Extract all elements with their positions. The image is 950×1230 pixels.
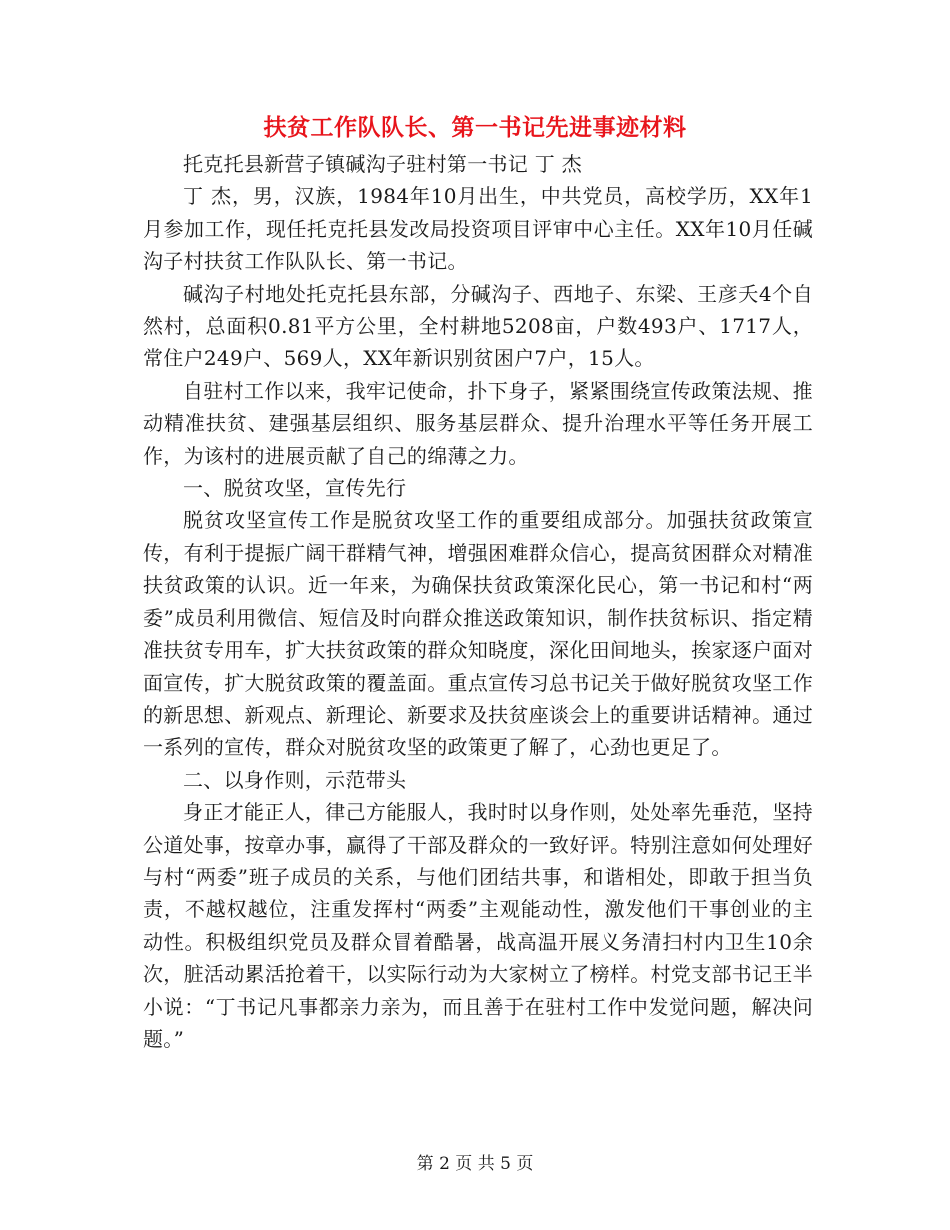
document-body — [143, 148, 813, 1055]
page-number-footer: 第 2 页 共 5 页 — [416, 1154, 534, 1174]
body-paragraph: 碱沟子村地处托克托县东部，分碱沟子、西地子、东梁、王彦夭4个自然村，总面积0.81平方公里，全村耕地5208亩，户数493户、1717人，常住户249户、569人，XX年新识别贫困户7户，15人。 — [143, 281, 813, 371]
document-title: 扶贫工作队队长、第一书记先进事迹材料 — [263, 114, 687, 141]
section-heading: 二、以身作则，示范带头 — [183, 767, 407, 792]
body-paragraph: 身正才能正人，律己方能服人，我时时以身作则，处处率先垂范，坚持公道处事，按章办事，赢得了干部及群众的一致好评。特别注意如何处理好与村“两委”班子成员的关系，与他们团结共事，和谐相处，即敢于担当负责，不越权越位，注重发挥村“两委”主观能动性，激发他们干事创业的主动性。积极组织党员及群众冒着酷暑，战高温开展义务清扫村内卫生10余次，脏活动累活抢着干，以实际行动为大家树立了榜样。村党支部书记王半小说：“丁书记凡事都亲力亲为，而且善于在驻村工作中发觉问题，解决问题。” — [143, 800, 813, 1051]
body-paragraph: 自驻村工作以来，我牢记使命，扑下身子，紧紧围绕宣传政策法规、推动精准扶贫、建强基层组织、服务基层群众、提升治理水平等任务开展工作，为该村的进展贡献了自己的绵薄之力。 — [143, 378, 813, 468]
body-paragraph: 脱贫攻坚宣传工作是脱贫攻坚工作的重要组成部分。加强扶贫政策宣传，有利于提振广阔干群精气神，增强困难群众信心，提高贫困群众对精准扶贫政策的认识。近一年来，为确保扶贫政策深化民心，第一书记和村“两委”成员利用微信、短信及时向群众推送政策知识，制作扶贫标识、指定精准扶贫专用车，扩大扶贫政策的群众知晓度，深化田间地头，挨家逐户面对面宣传，扩大脱贫政策的覆盖面。重点宣传习总书记关于做好脱贫攻坚工作的新思想、新观点、新理论、新要求及扶贫座谈会上的重要讲话精神。通过一系列的宣传，群众对脱贫攻坚的政策更了解了，心劲也更足了。 — [143, 508, 813, 760]
author-line: 托克托县新营子镇碱沟子驻村第一书记 丁 杰 — [183, 152, 583, 176]
body-paragraph: 丁 杰，男，汉族，1984年10月出生，中共党员，高校学历，XX年1月参加工作，现任托克托县发改局投资项目评审中心主任。XX年10月任碱沟子村扶贫工作队队长、第一书记。 — [143, 184, 813, 274]
section-heading: 一、脱贫攻坚，宣传先行 — [183, 476, 407, 501]
